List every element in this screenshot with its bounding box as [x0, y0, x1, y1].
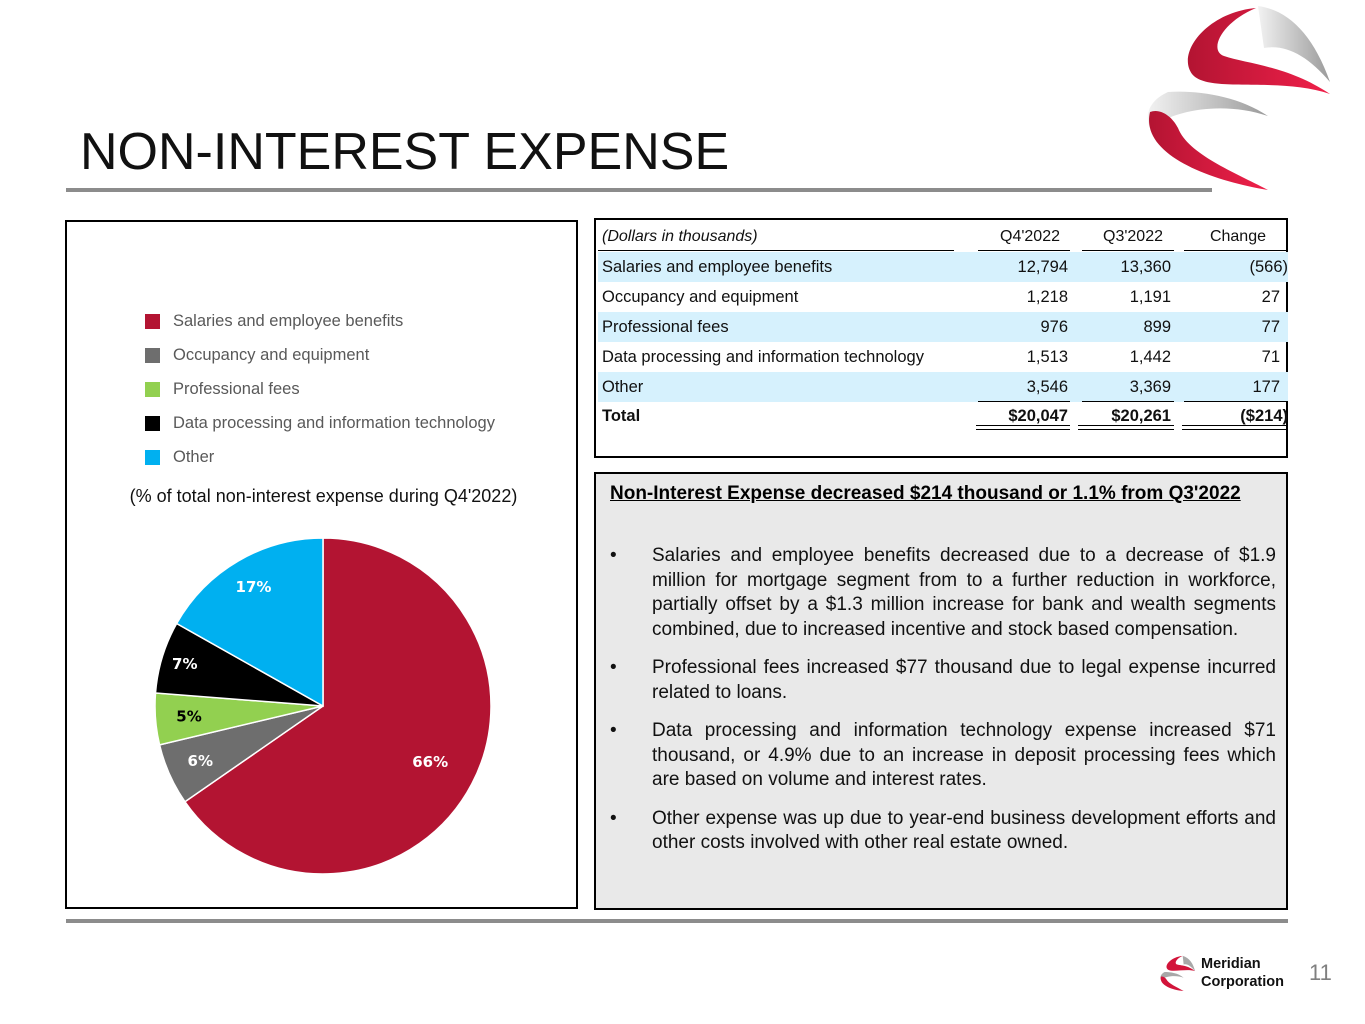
total-double-underline: [1078, 425, 1174, 430]
bullet-text: Salaries and employee benefits decreased due to a decrease of $1.9 million for mortgage segment from to a further reduction in workforce, partially offset by a $1.3 million increase for bank and wealth segments combined, due to increased incentive and stock based compensation.: [652, 545, 1276, 640]
table-row: [598, 252, 1288, 282]
row-q3: 13,360: [1120, 258, 1171, 276]
row-q4: 1,218: [1026, 288, 1068, 306]
bullet-item: [610, 544, 1276, 642]
header-underline: [1082, 250, 1174, 251]
row-label: Salaries and employee benefits: [602, 258, 833, 276]
total-q3: $20,261: [1111, 407, 1171, 425]
row-change: 71: [1261, 348, 1280, 366]
expense-table: [594, 218, 1288, 458]
legend-swatch: [145, 416, 160, 431]
header-q4: Q4'2022: [1000, 228, 1060, 245]
legend-swatch: [145, 348, 160, 363]
meridian-logo-icon: [1158, 954, 1196, 992]
row-label: Other: [602, 378, 644, 396]
header-underline: [1184, 250, 1288, 251]
bullet-icon: •: [610, 807, 617, 829]
row-change: 77: [1261, 318, 1280, 336]
commentary-panel: [594, 472, 1288, 910]
pie-data-label: 7%: [172, 654, 198, 673]
company-line-2: Corporation: [1201, 974, 1284, 990]
header-underline: [598, 250, 954, 251]
row-label: Data processing and information technology: [602, 348, 924, 366]
commentary-bullets: [610, 544, 1276, 870]
bullet-icon: •: [610, 720, 617, 741]
table-row: [598, 282, 1288, 312]
total-double-underline: [976, 425, 1070, 430]
legend-label: Salaries and employee benefits: [173, 311, 404, 330]
total-change: ($214): [1240, 407, 1288, 425]
bullet-icon: •: [610, 657, 617, 678]
chart-legend: [145, 304, 495, 474]
table-row: [598, 312, 1288, 342]
row-q4: 976: [1040, 318, 1068, 336]
row-q3: 1,442: [1129, 348, 1171, 366]
row-q4: 1,513: [1026, 348, 1068, 366]
title-divider: [66, 188, 1212, 192]
legend-item-professional-fees: [145, 372, 495, 406]
pie-data-label: 5%: [176, 707, 202, 726]
chart-subtitle: (% of total non-interest expense during Q4'2022): [129, 486, 518, 506]
company-line-1: Meridian: [1201, 956, 1261, 972]
page-number: 11: [1309, 960, 1332, 985]
row-change: 27: [1261, 288, 1280, 306]
row-q3: 899: [1143, 318, 1171, 336]
meridian-swirl-logo: [1138, 4, 1338, 194]
footer-company-name: [1201, 955, 1284, 991]
legend-item-data-processing: [145, 406, 495, 440]
legend-label: Professional fees: [173, 379, 300, 398]
header-dollars: (Dollars in thousands): [602, 228, 758, 245]
bullet-text: Other expense was up due to year-end business development efforts and other costs involved with other real estate owned.: [652, 807, 1276, 853]
legend-swatch: [145, 450, 160, 465]
bullet-item: [610, 656, 1276, 705]
table-row: [598, 372, 1288, 402]
bullet-item: [610, 807, 1276, 856]
legend-swatch: [145, 314, 160, 329]
bullet-text: Professional fees increased $77 thousand due to legal expense incurred related to loans.: [652, 657, 1276, 703]
bullet-text: Data processing and information technology expense increased $71 thousand, or 4.9% due to an increase in deposit processing fees which are based on volume and interest rates.: [652, 720, 1276, 790]
row-q4: 3,546: [1026, 378, 1068, 396]
pie-data-label: 17%: [235, 578, 272, 597]
pie-chart-panel: [65, 220, 578, 909]
bullet-icon: •: [610, 545, 617, 566]
total-q4: $20,047: [1008, 407, 1068, 425]
legend-swatch: [145, 382, 160, 397]
row-q3: 3,369: [1129, 378, 1171, 396]
page-title: NON-INTEREST EXPENSE: [80, 123, 730, 181]
pie-chart: [67, 522, 580, 882]
row-change: 177: [1252, 378, 1280, 396]
bullet-item: [610, 719, 1276, 793]
row-q3: 1,191: [1129, 288, 1171, 306]
row-label: Occupancy and equipment: [602, 288, 799, 306]
pie-data-label: 6%: [187, 751, 214, 770]
legend-item-salaries: [145, 304, 495, 338]
total-double-underline: [1182, 425, 1288, 430]
table-row: [598, 342, 1288, 372]
legend-label: Other: [173, 447, 215, 466]
row-change: (566): [1249, 258, 1288, 276]
row-q4: 12,794: [1017, 258, 1068, 276]
legend-item-occupancy: [145, 338, 495, 372]
legend-label: Occupancy and equipment: [173, 345, 370, 364]
total-label: Total: [602, 407, 641, 425]
table-header-row: [598, 222, 1288, 252]
legend-label: Data processing and information technology: [173, 413, 495, 432]
pie-data-label: 66%: [412, 753, 449, 772]
header-q3: Q3'2022: [1103, 228, 1163, 245]
header-underline: [978, 250, 1070, 251]
row-label: Professional fees: [602, 318, 729, 336]
footer-divider: [66, 919, 1288, 923]
legend-item-other: [145, 440, 495, 474]
header-change: Change: [1209, 228, 1266, 245]
commentary-summary: Non-Interest Expense decreased $214 thousand or 1.1% from Q3'2022: [610, 483, 1241, 504]
